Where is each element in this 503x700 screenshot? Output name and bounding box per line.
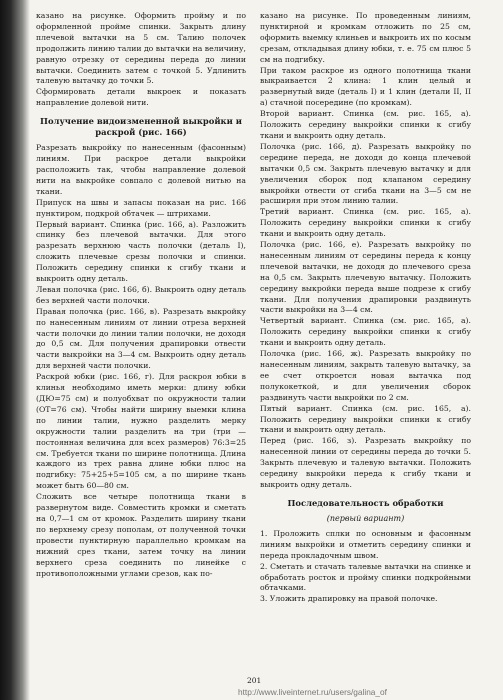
book-spine-shadow xyxy=(0,0,30,700)
paragraph: 3. Уложить драпировку на правой полочке. xyxy=(260,594,438,604)
left-text-column xyxy=(36,11,246,579)
paragraph: Полочка (рис. 166, е). Разрезать выкройку по нанесенным линиям от середины переда к концу плечевой вытачки, не доходя до плечевого среза на 0,5 см. Закрыть плечевую вытачку. Положить середину выкройки переда выше подрезе к сгибу ткани. Для получения драпировки раздвинуть части выкройки на 3—4 см. xyxy=(260,240,471,315)
section-heading: Последовательность обработки xyxy=(287,497,444,508)
footer-url-watermark: http://www.liveinternet.ru/users/galina_of xyxy=(238,687,387,697)
page-number: 201 xyxy=(247,676,262,685)
paragraph: казано на рисунке. Оформить пройму и по оформленной пройме спинки. Закрыть длину плечевой вытачки на 5 см. Талию полочек продолжить линию талии до вытачки на величину, равную отрезку от середины переда до линии вытачки. Соединить затем с точкой 5. Удлинить талевую вытачку до точки 5. xyxy=(36,11,246,86)
paragraph: Четвертый вариант. Спинка (см. рис. 165, а). Положить середину выкройки спинки к сгибу ткани и выкроить одну деталь. xyxy=(260,316,471,348)
paragraph: Первый вариант. Спинка (рис. 166, а). Разложить спинку без плечевой вытачки. Для этого разрезать верхнюю часть полочки (деталь I), сложить плечевые срезы полочки и спинки. Положить середину спинки к сгибу ткани и выкроить одну деталь. xyxy=(36,219,246,284)
paragraph: Припуск на швы и запасы показан на рис. 166 пунктиром, подкрой обтачек — штрихами. xyxy=(36,197,246,218)
right-text-column xyxy=(260,11,471,605)
paragraph: Левая полочка (рис. 166, б). Выкроить одну деталь без верхней части полочки. xyxy=(36,284,246,305)
paragraph: Правая полочка (рис. 166, в). Разрезать выкройку по нанесенным линиям от линии отреза верхней части полочки до линии талии полочки, не доходя до 0,5 см. Для получения драпировки отвести части выкройки на 3—4 см. Выкроить одну деталь для верхней части полочки. xyxy=(36,306,246,371)
paragraph: Перед (рис. 166, з). Разрезать выкройку по нанесенной линии от середины переда до точки 5. Закрыть плечевую и талевую вытачки. Положить середину выкройки переда к сгибу ткани и выкроить одну деталь. xyxy=(260,436,471,489)
paragraph: Полочка (рис. 166, д). Разрезать выкройку по середине переда, не доходя до конца плечевой вытачки 0,5 см. Закрыть плечевую вытачку и для увеличения сборок под клапаном середину выкройки отвести от сгиба ткани на 3—5 см не расширяя при этом линию талии. xyxy=(260,141,471,206)
paragraph: Второй вариант. Спинка (см. рис. 165, а). Положить середину выкройки спинки к сгибу ткани и выкроить одну деталь. xyxy=(260,109,471,140)
paragraph: 2. Сметать и стачать талевые вытачки на спинке и обработать росток и пройму спинки подкройными обтачками. xyxy=(260,561,471,593)
paragraph: Сформировать детали выкроек и показать направление долевой нити. xyxy=(36,87,246,108)
paragraph: При таком раскрое из одного полотнища ткани выкраивается 2 клина: 1 клин целый и развернутый виде (деталь I) и 1 клин (детали II, II а) стачной посередине (по кромкам). xyxy=(260,65,471,108)
paragraph: казано на рисунке. По проведенным линиям, пунктирной и кромкам отложить по 25 см, оформить выемку клиньев и выкроить их по косым срезам, откладывая длину юбки, т. е. 75 см плюс 5 см на подгибку. xyxy=(260,11,471,64)
paragraph: 1. Проложить сплки по основным и фасонным линиям выкройки и отметить середину спинки и переда прокладочным швом. xyxy=(260,528,471,560)
paragraph: Разрезать выкройку по нанесенным (фасонным) линиям. При раскрое детали выкройки расположить так, чтобы направление долевой нити на выкройке совпало с долевой нитью на ткани. xyxy=(36,143,246,196)
paragraph: Пятый вариант. Спинка (см. рис. 165, а). Положить середину выкройки спинки к сгибу ткани и выкроить одну деталь. xyxy=(260,403,471,435)
paragraph: Полочка (рис. 166, ж). Разрезать выкройку по нанесенным линиям, закрыть талевую вытачку, за ее счет откроется новая вытачка под полукокеткой, и для увеличения сборок раздвинуть части выкройки по 2 см. xyxy=(260,349,471,402)
section-heading: Получение видоизмененной выкройки и раскрой (рис. 166) xyxy=(40,116,242,138)
paragraph: Сложить все четыре полотнища ткани в развернутом виде. Совместить кромки и сметать на 0,7—1 см от кромок. Разделить ширину ткани по верхнему срезу пополам, от полученной точки провести пунктирную параллельно кромкам на нижний срез ткани, затем точку на линии верхнего среза соединить по линейке с противоположными углами срезов, как по- xyxy=(36,492,246,578)
paragraph: Раскрой юбки (рис. 166, г). Для раскроя юбки в клинья необходимо иметь мерки: длину юбки (ДЮ=75 см) и полуобхват по окружности талии (ОТ=76 см). Чтобы найти ширину выемки клина по линии талии, нужно разделить мерку окружности талии разделить на три (три — постоянная величина для всех размеров) 76:3=25 см. Требуется ткани по ширине полотнища. Длина каждого из трех равна длине юбки плюс на подгибку: 75+25+5=105 см, а по ширине ткань может быть 60—80 см. xyxy=(36,372,246,491)
section-heading: (первый вариант) xyxy=(326,513,405,523)
paragraph: Третий вариант. Спинка (см. рис. 165, а). Положить середину выкройки спинки к сгибу ткани и выкроить одну деталь. xyxy=(260,207,471,239)
